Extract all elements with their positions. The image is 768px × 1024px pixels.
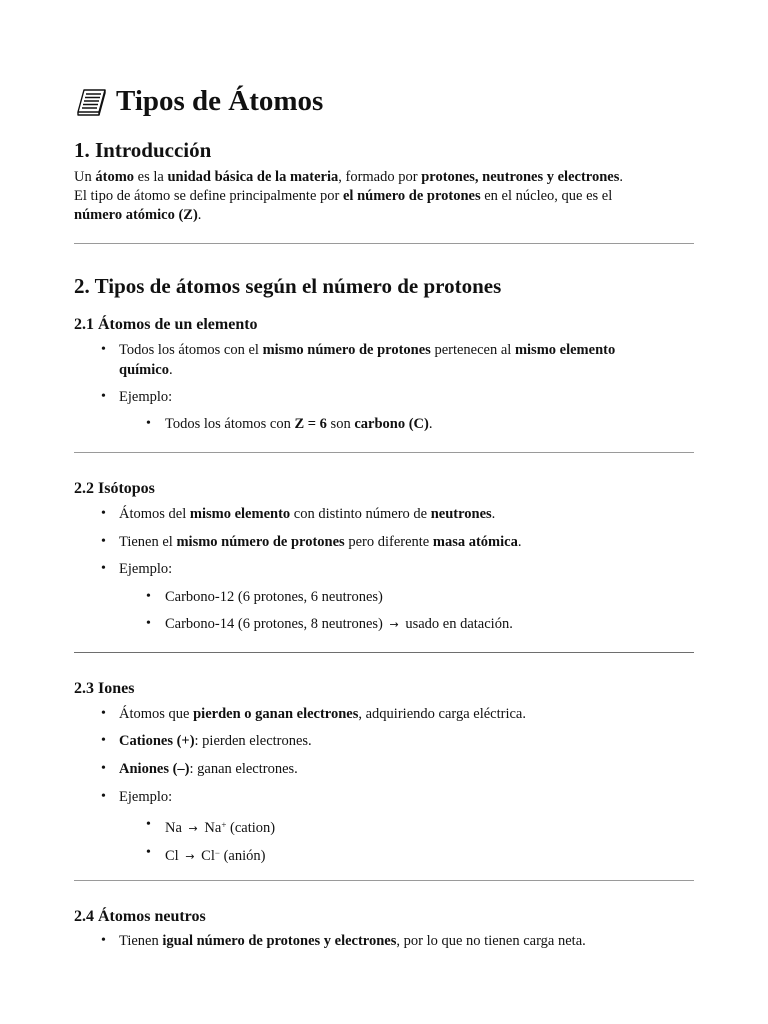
subsection-2-3-heading: 2.3 Iones bbox=[74, 680, 135, 697]
list-item: • Tienen igual número de protones y electrones, por lo que no tienen carga neta. bbox=[101, 933, 586, 949]
divider bbox=[74, 243, 694, 244]
intro-line-3: número atómico (Z). bbox=[74, 207, 202, 223]
list-item: • Átomos del mismo elemento con distinto número de neutrones. bbox=[101, 506, 496, 522]
subsection-2-4-heading: 2.4 Átomos neutros bbox=[74, 908, 206, 925]
list-item: • Ejemplo: bbox=[101, 389, 173, 405]
arrow-icon: → bbox=[188, 822, 198, 835]
divider bbox=[74, 880, 694, 881]
subsection-2-2-heading: 2.2 Isótopos bbox=[74, 480, 155, 497]
intro-paragraph bbox=[74, 168, 674, 225]
list-item: • Todos los átomos con el mismo número de protones pertenecen al mismo elemento químico. bbox=[101, 342, 616, 378]
list-item: • Ejemplo: bbox=[101, 789, 173, 805]
list-item: • Aniones (–): ganan electrones. bbox=[101, 761, 298, 777]
list-item-nested: • Carbono-12 (6 protones, 6 neutrones) bbox=[146, 589, 383, 605]
intro-line-2: El tipo de átomo se define principalmente por el número de protones en el núcleo, que es el bbox=[74, 188, 613, 204]
list-item-nested: • Todos los átomos con Z = 6 son carbono (C). bbox=[146, 416, 433, 432]
list-item-nested: • Cl → Cl− (anión) bbox=[146, 845, 266, 864]
arrow-icon: → bbox=[185, 850, 195, 863]
section-1-heading: 1. Introducción bbox=[74, 138, 212, 162]
arrow-icon: → bbox=[389, 618, 399, 631]
list-item-nested: • Carbono-14 (6 protones, 8 neutrones) → usado en datación. bbox=[146, 616, 513, 632]
intro-line-1: Un átomo es la unidad básica de la materia, formado por protones, neutrones y electrones. bbox=[74, 169, 623, 185]
list-item: • Tienen el mismo número de protones pero diferente masa atómica. bbox=[101, 534, 522, 550]
book-icon bbox=[74, 84, 108, 118]
page-title: Tipos de Átomos bbox=[116, 85, 324, 117]
section-2-heading: 2. Tipos de átomos según el número de protones bbox=[74, 274, 502, 298]
subsection-2-1-heading: 2.1 Átomos de un elemento bbox=[74, 316, 258, 333]
title-row bbox=[74, 84, 323, 118]
list-item: • Cationes (+): pierden electrones. bbox=[101, 733, 312, 749]
list-item: • Átomos que pierden o ganan electrones, adquiriendo carga eléctrica. bbox=[101, 706, 526, 722]
list-item: • Ejemplo: bbox=[101, 561, 173, 577]
list-item-nested: • Na → Na+ (cation) bbox=[146, 817, 276, 836]
divider bbox=[74, 652, 694, 653]
divider bbox=[74, 452, 694, 453]
